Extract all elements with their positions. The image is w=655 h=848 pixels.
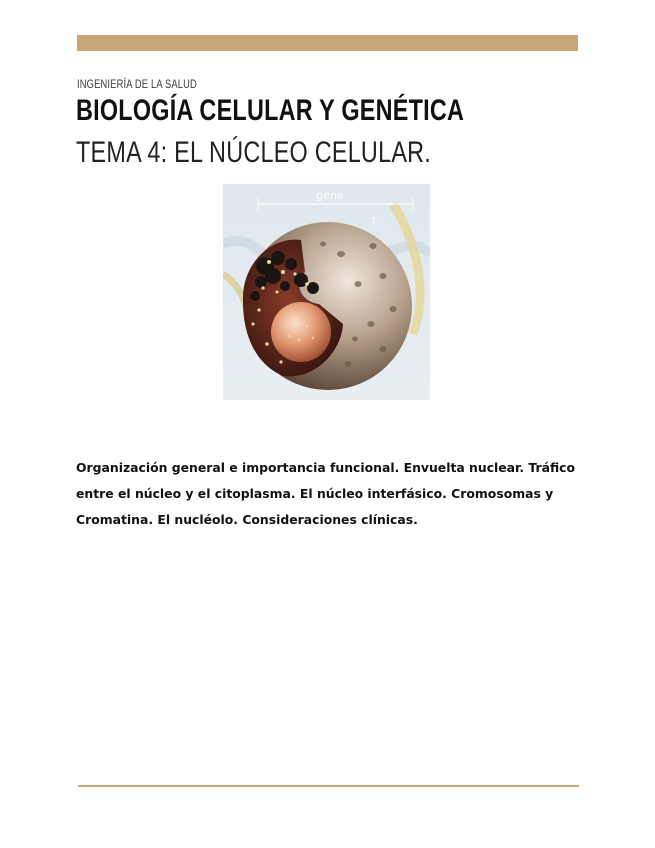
nucleus-illustration — [223, 184, 430, 400]
header-accent-bar — [77, 35, 578, 51]
course-overline: INGENIERÍA DE LA SALUD — [77, 77, 197, 91]
document-subtitle: TEMA 4: EL NÚCLEO CELULAR. — [76, 136, 432, 169]
document-title: BIOLOGÍA CELULAR Y GENÉTICA — [76, 94, 465, 127]
topic-summary: Organización general e importancia funcional. Envuelta nuclear. Tráfico entre el núcleo y el citoplasma. El núcleo interfásico. Cromosomas y Cromatina. El nucléolo. Consideraciones clínicas. — [76, 460, 576, 527]
footer-rule — [78, 785, 579, 787]
gene-label: gene — [316, 189, 344, 202]
strand-letter-1: T — [371, 217, 377, 227]
